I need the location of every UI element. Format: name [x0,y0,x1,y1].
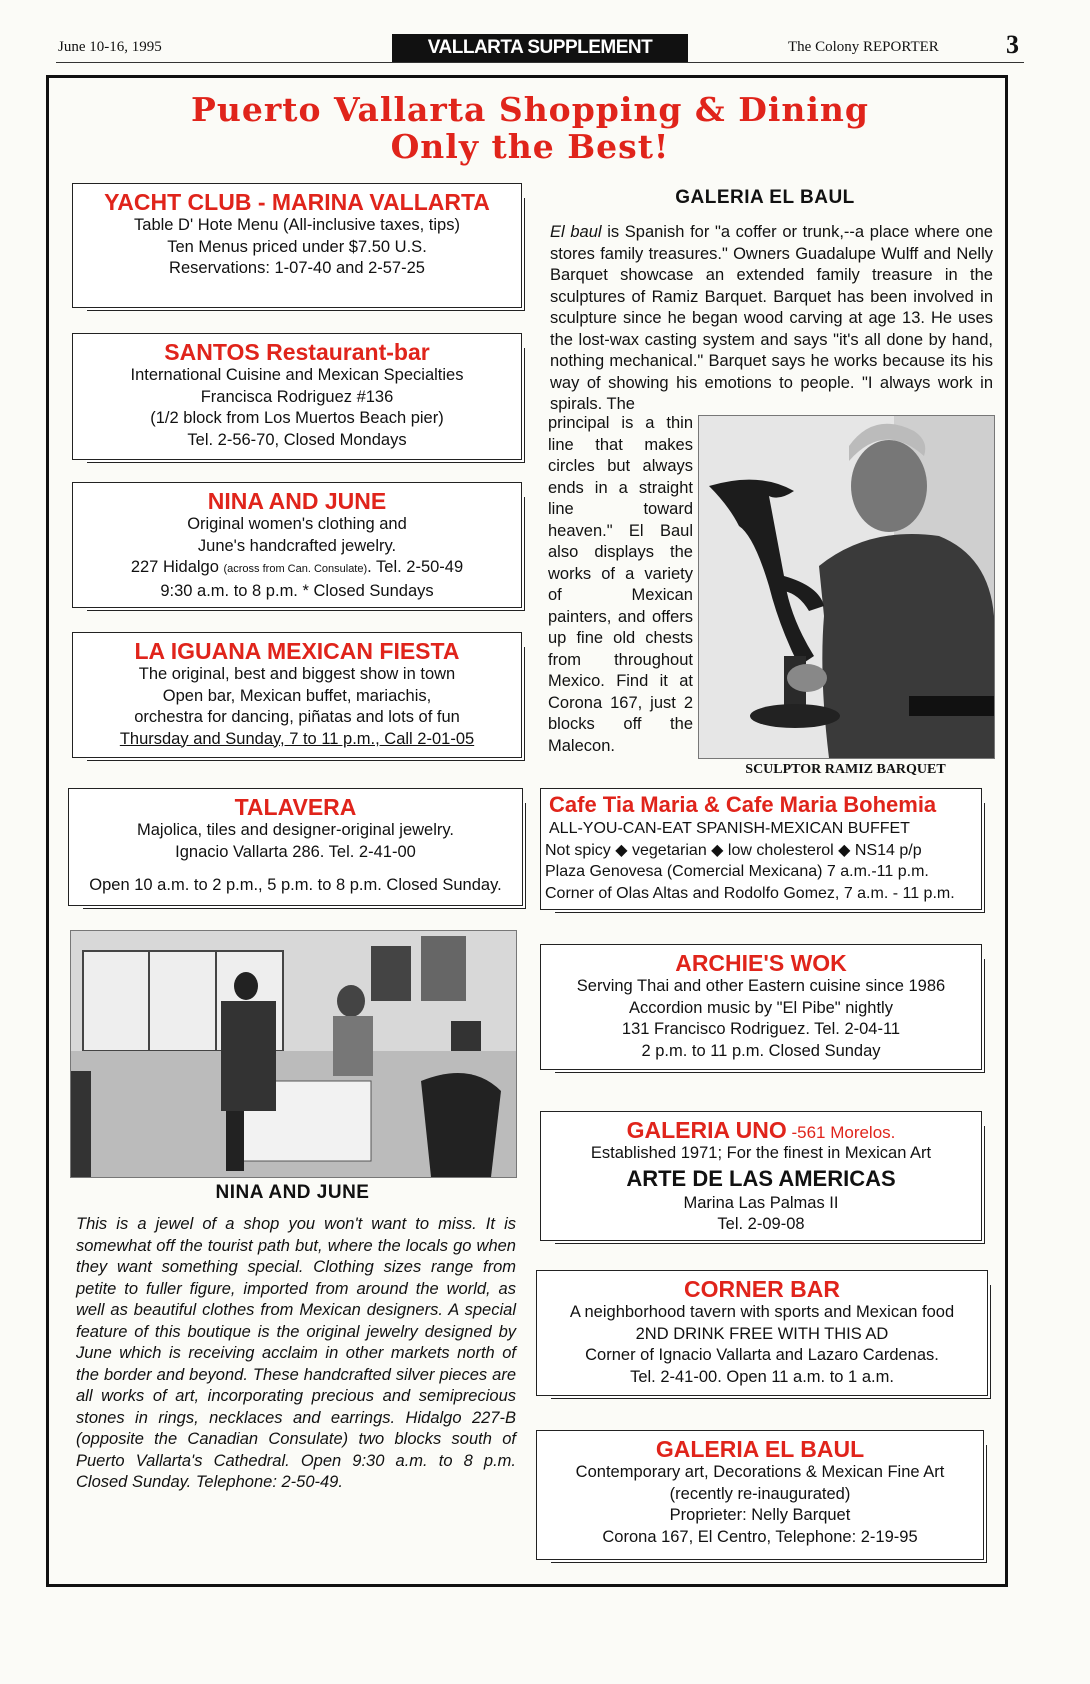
ad-title-address: -561 Morelos. [786,1123,896,1142]
ad-line: Not spicy ◆ vegetarian ◆ low cholesterol ◆ NS14 p/p [545,841,922,859]
ad-archies-wok [540,944,982,1070]
ad-line: Table D' Hote Menu (All-inclusive taxes, tips) [134,216,460,234]
ad-line: June's handcrafted jewelry. [197,536,397,555]
header-rule [56,62,1024,63]
galeria-story-intro [550,222,993,416]
ad-title: GALERIA UNO [626,1117,787,1143]
address-note: (across from Can. Consulate) [223,563,368,575]
ad-title: GALERIA EL BAUL [655,1436,865,1462]
ad-line: Ten Menus priced under $7.50 U.S. [167,237,427,256]
ad-line: Serving Thai and other Eastern cuisine since 1986 [576,977,946,995]
ad-yacht-club [72,183,522,308]
ad-line: (recently re-inaugurated) [669,1484,851,1503]
boutique-photo [70,930,517,1178]
ad-subhead: ARTE DE LAS AMERICAS [626,1165,896,1191]
ad-line: Open bar, Mexican buffet, mariachis, [162,686,432,705]
ad-line: 2 p.m. to 11 p.m. Closed Sunday [641,1041,881,1060]
ad-galeria-el-baul [536,1430,984,1560]
ad-hours: 9:30 a.m. to 8 p.m. * Closed Sundays [160,581,434,600]
nina-story-heading: NINA AND JUNE [215,1182,370,1203]
ad-line: Contemporary art, Decorations & Mexican Fine Art [575,1463,945,1481]
ad-title-row [547,1117,975,1143]
ad-line: Open 10 a.m. to 2 p.m., 5 p.m. to 8 p.m. Closed Sunday. [89,876,502,894]
ad-corner-bar [536,1270,988,1396]
newspaper-name: The Colony REPORTER [788,39,939,55]
ad-line: Marina Las Palmas II [683,1193,839,1212]
page-title: Puerto Vallarta Shopping & Dining [191,90,869,129]
ad-title: SANTOS Restaurant-bar [164,339,430,365]
ad-line: Tel. 2-09-08 [717,1215,805,1233]
ad-address [79,557,515,581]
sculptor-photo [698,415,995,759]
ad-line: The original, best and biggest show in town [138,665,456,683]
ad-line: 2ND DRINK FREE WITH THIS AD [635,1324,889,1343]
ad-title: ARCHIE'S WOK [675,950,847,976]
ad-line: (1/2 block from Los Muertos Beach pier) [150,409,444,427]
page-subtitle: Only the Best! [390,127,670,166]
ad-line: Tel. 2-56-70, Closed Mondays [187,430,407,449]
ad-line: Original women's clothing and [187,515,407,533]
issue-date: June 10-16, 1995 [58,39,162,55]
ad-line: International Cuisine and Mexican Specialties [130,366,464,384]
sculptor-photo-illustration [699,416,994,758]
ad-line: A neighborhood tavern with sports and Mexican food [569,1303,955,1321]
address-tel: . Tel. 2-50-49 [367,558,464,576]
page-number: 3 [1006,30,1019,59]
ad-line: orchestra for dancing, piñatas and lots of fun [134,708,460,726]
ad-line: Proprieter: Nelly Barquet [669,1506,851,1524]
ad-cafe-tia-maria [540,788,982,910]
ad-title: YACHT CLUB - MARINA VALLARTA [104,189,490,215]
ad-title: LA IGUANA MEXICAN FIESTA [134,638,460,664]
story-lead-italic: El baul [550,223,602,241]
sculptor-photo-caption: SCULPTOR RAMIZ BARQUET [745,762,946,777]
ad-line: 131 Francisco Rodriguez. Tel. 2-04-11 [621,1020,901,1038]
ad-title: NINA AND JUNE [207,488,387,514]
ad-line: Tel. 2-41-00. Open 11 a.m. to 1 a.m. [630,1367,894,1386]
ad-line: Thursday and Sunday, 7 to 11 p.m., Call 2-01-05 [119,729,475,748]
nina-story-body: This is a jewel of a shop you won't want to miss. It is somewhat off the tourist path but, where the locals go when they want something special. Clothing sizes range from petite to fuller figure, imported from around the world, as well as beautiful clothes from Mexican designers. A special feature of this boutique is the original jewelry designed by June which is receiving acclaim in other markets north of the border and beyond. These handcrafted silver pieces are all works of art, incorporating precious and semiprecious stones in rings, necklaces and earrings. Hidalgo 227-B (opposite the Canadian Consulate) two blocks south of Puerto Vallarta's Cathedral. Open 9:30 a.m. to 8 p.m. Closed Sunday. Telephone: 2-50-49. [76,1215,516,1491]
ad-santos [72,333,522,460]
ad-line: Plaza Genovesa (Comercial Mexicana) 7 a.m.-11 p.m. [545,863,929,880]
ad-line: Ignacio Vallarta 286. Tel. 2-41-00 [175,842,416,861]
galeria-story-column: principal is a thin line that makes circles but always ends in a straight line toward heaven." El Baul also displays the works of a variety of Mexican painters, and offers up fine old chests from throughout Mexico. Find it at Corona 167, just 2 blocks off the Malecon. [548,414,693,755]
ad-line: Corona 167, El Centro, Telephone: 2-19-95 [602,1527,918,1546]
ad-la-iguana [72,632,522,758]
ad-line: Majolica, tiles and designer-original jewelry. [136,821,454,839]
ad-line: Established 1971; For the finest in Mexican Art [590,1144,932,1162]
ad-line: ALL-YOU-CAN-EAT SPANISH-MEXICAN BUFFET [549,820,910,837]
ad-line: Corner of Ignacio Vallarta and Lazaro Cardenas. [585,1346,939,1364]
ad-galeria-uno [540,1111,982,1241]
ad-title: TALAVERA [234,794,357,820]
ad-line: Accordion music by "El Pibe" nightly [629,998,893,1017]
ad-title: Cafe Tia Maria & Cafe Maria Bohemia [549,792,937,817]
section-banner: VALLARTA SUPPLEMENT [392,34,688,62]
address-main: 227 Hidalgo [130,558,224,576]
ad-line: Reservations: 1-07-40 and 2-57-25 [169,259,425,277]
story-lead-rest: is Spanish for "a coffer or trunk,--a place where one stores family treasures." Owners Guadalupe Wulff and Nelly Barquet showcase an extended family treasure in the sculptures of Ramiz Barquet. Barquet has been involved in sculpture since he began wood carving at age 13. He uses the lost-wax casting system and says "it's all done by hand, nothing mechanical." Barquet says he works because its his way of showing his emotions to people. "I always work in spirals. The [550,223,993,413]
ad-talavera [68,788,523,906]
ad-title: CORNER BAR [684,1276,840,1302]
galeria-story-heading: GALERIA EL BAUL [675,187,855,208]
ad-nina-and-june [72,482,522,608]
boutique-photo-illustration [71,931,516,1177]
ad-line: Francisca Rodriguez #136 [200,387,394,406]
ad-line: Corner of Olas Altas and Rodolfo Gomez, 7 a.m. - 11 p.m. [545,884,955,902]
